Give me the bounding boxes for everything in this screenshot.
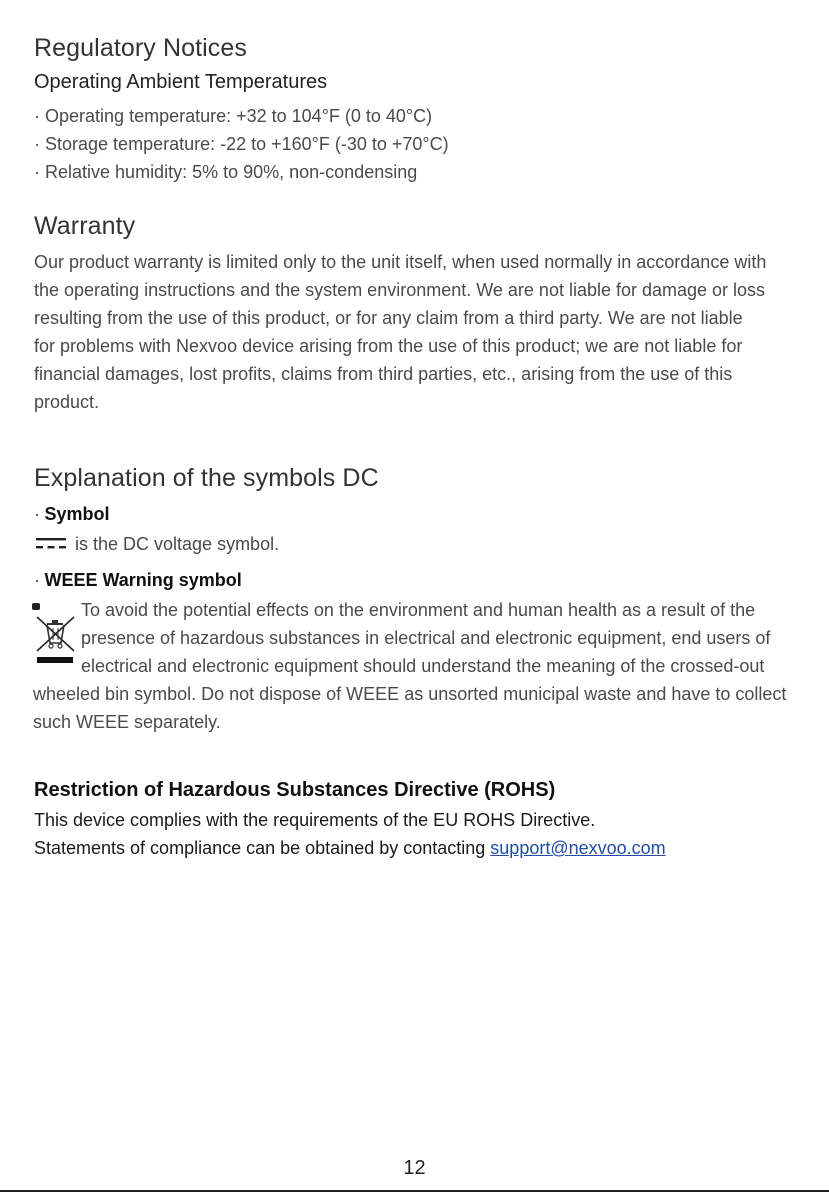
symbol-heading-row	[34, 504, 109, 525]
bullet-marker: ·	[34, 504, 40, 524]
list-item	[34, 106, 432, 127]
bullet-marker: ·	[34, 106, 40, 126]
bullet-marker: ·	[34, 162, 40, 182]
crossed-out-wheeled-bin-icon	[32, 603, 78, 667]
weee-heading: WEEE Warning symbol	[44, 570, 242, 590]
warranty-line: Our product warranty is limited only to the unit itself, when used normally in accordance with	[34, 252, 767, 272]
weee-line: such WEEE separately.	[33, 712, 221, 732]
regulatory-title: Regulatory Notices	[34, 34, 248, 62]
bullet-marker: ·	[34, 570, 40, 590]
bullet-text: Storage temperature: -22 to +160°F (-30 to +70°C)	[45, 134, 449, 154]
warranty-title: Warranty	[34, 212, 136, 240]
weee-line: To avoid the potential effects on the environment and human health as a result of the	[81, 600, 756, 620]
regulatory-subtitle: Operating Ambient Temperatures	[34, 71, 328, 93]
warranty-line: product.	[34, 392, 100, 412]
bullet-text: Relative humidity: 5% to 90%, non-condensing	[45, 162, 418, 182]
rohs-contact-line	[34, 838, 666, 859]
symbols-title: Explanation of the symbols DC	[34, 464, 379, 492]
warranty-line: for problems with Nexvoo device arising from the use of this product; we are not liable for	[34, 336, 743, 356]
warranty-line: the operating instructions and the system environment. We are not liable for damage or loss	[34, 280, 766, 300]
support-email-link[interactable]: support@nexvoo.com	[490, 838, 666, 858]
list-item	[34, 134, 449, 155]
weee-line: presence of hazardous substances in electrical and electronic equipment, end users of	[81, 628, 771, 648]
weee-line: electrical and electronic equipment should understand the meaning of the crossed-out	[81, 656, 765, 676]
warranty-line: financial damages, lost profits, claims from third parties, etc., arising from the use of this	[34, 364, 733, 384]
weee-heading-row	[34, 570, 242, 591]
dc-voltage-icon	[36, 537, 66, 551]
rohs-contact-text: Statements of compliance can be obtained by contacting	[34, 838, 491, 858]
bullet-text: Operating temperature: +32 to 104°F (0 to 40°C)	[45, 106, 433, 126]
symbol-heading: Symbol	[44, 504, 110, 524]
weee-line: wheeled bin symbol. Do not dispose of WEEE as unsorted municipal waste and have to collect	[33, 684, 787, 704]
bullet-marker: ·	[34, 134, 40, 154]
warranty-line: resulting from the use of this product, or for any claim from a third party. We are not liable	[34, 308, 743, 328]
rohs-line: This device complies with the requirements of the EU ROHS Directive.	[34, 810, 596, 830]
rohs-title: Restriction of Hazardous Substances Directive (ROHS)	[34, 779, 556, 801]
dc-symbol-text: is the DC voltage symbol.	[75, 534, 280, 554]
page-number: 12	[403, 1157, 426, 1179]
list-item	[34, 162, 417, 183]
